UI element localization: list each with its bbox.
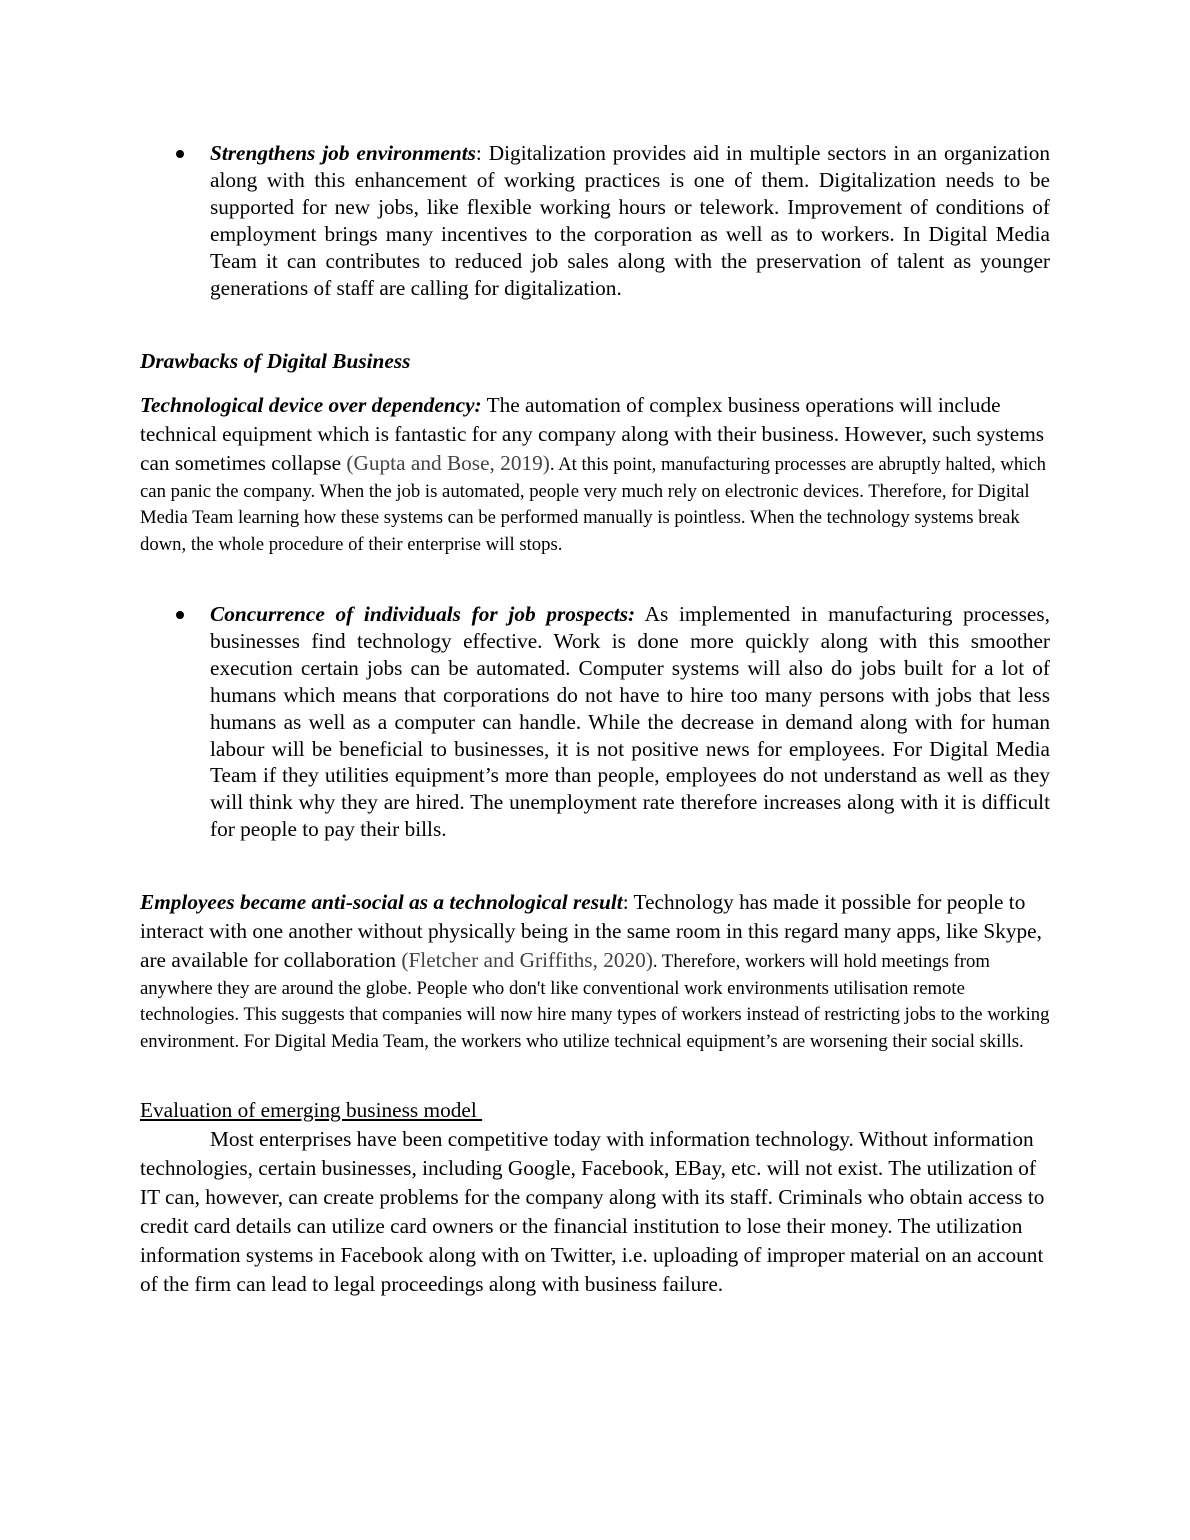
bullet-lead: Strengthens job environments [210, 141, 476, 165]
paragraph-lead: Employees became anti-social as a technological result [140, 890, 623, 914]
bullet-strengthens-job-environments [210, 140, 1050, 301]
bullet-text: : Digitalization provides aid in multiple sectors in an organization along with this enhancement of working practices is one of them. Digitalization needs to be supported for new jobs, like flexible working hours or telework. Improvement of conditions of employment brings many incentives to the corporation as well as to workers. In Digital Media Team it can contributes to reduced job sales along with the preservation of talent as younger generations of staff are calling for digitalization. [210, 141, 1050, 300]
section-heading-drawbacks: Drawbacks of Digital Business [140, 349, 411, 373]
bullet-icon [176, 611, 184, 619]
paragraph-anti-social [140, 888, 1050, 1056]
paragraph-small-text: . At this point, manufacturing processes are abruptly halted, which can panic the company. When the job is automated, people very much rely on electronic devices. Therefore, for Digital Media Team learning how these systems can be performed manually is pointless. When the technology systems break down, the whole procedure of their enterprise will stops. [140, 454, 1047, 556]
citation: (Gupta and Bose, 2019) [346, 451, 550, 475]
paragraph-text: Most enterprises have been competitive today with information technology. Without information technologies, certain businesses, including Google, Facebook, EBay, etc. will not exist. The utilization of IT can, however, can create problems for the company along with its staff. Criminals who obtain access to credit card details can utilize card owners or the financial institution to lose their money. The utilization information systems in Facebook along with on Twitter, i.e. uploading of improper material on an account of the firm can lead to legal proceedings along with business failure. [140, 1127, 1045, 1296]
paragraph-lead: Technological device over dependency: [140, 393, 482, 417]
citation: (Fletcher and Griffiths, 2020) [401, 948, 653, 972]
paragraph-text: The automation of complex business operations will include technical equipment which is fantastic for any company along with their business. However, such systems can sometimes collapse [140, 393, 1045, 475]
bullet-icon [176, 150, 184, 158]
section-heading-evaluation: Evaluation of emerging business model [140, 1098, 483, 1122]
bullet-concurrence-job-prospects [210, 601, 1050, 843]
paragraph-technological-dependency [140, 391, 1050, 559]
paragraph-small-text: . Therefore, workers will hold meetings from anywhere they are around the globe. People who don't like conventional work environments utilisation remote technologies. This suggests that companies will now hire many types of workers instead of restricting jobs to the working environment. For Digital Media Team, the workers who utilize technical equipment’s are worsening their social skills. [140, 951, 1050, 1053]
bullet-text: As implemented in manufacturing processes, businesses find technology effective. Work is done more quickly along with this smoother execution certain jobs can be automated. Computer systems will also do jobs built for a lot of humans which means that corporations do not have to hire too many persons with jobs that less humans as well as a computer can handle. While the decrease in demand along with for human labour will be beneficial to businesses, it is not positive news for employees. For Digital Media Team if they utilities equipment’s more than people, employees do not understand as well as they will think why they are hired. The unemployment rate therefore increases along with it is difficult for people to pay their bills. [210, 602, 1050, 842]
paragraph-evaluation [140, 1125, 1050, 1299]
bullet-lead: Concurrence of individuals for job prospects: [210, 602, 636, 626]
paragraph-text: : Technology has made it possible for people to interact with one another without physically being in the same room in this regard many apps, like Skype, are available for collaboration [140, 890, 1042, 972]
